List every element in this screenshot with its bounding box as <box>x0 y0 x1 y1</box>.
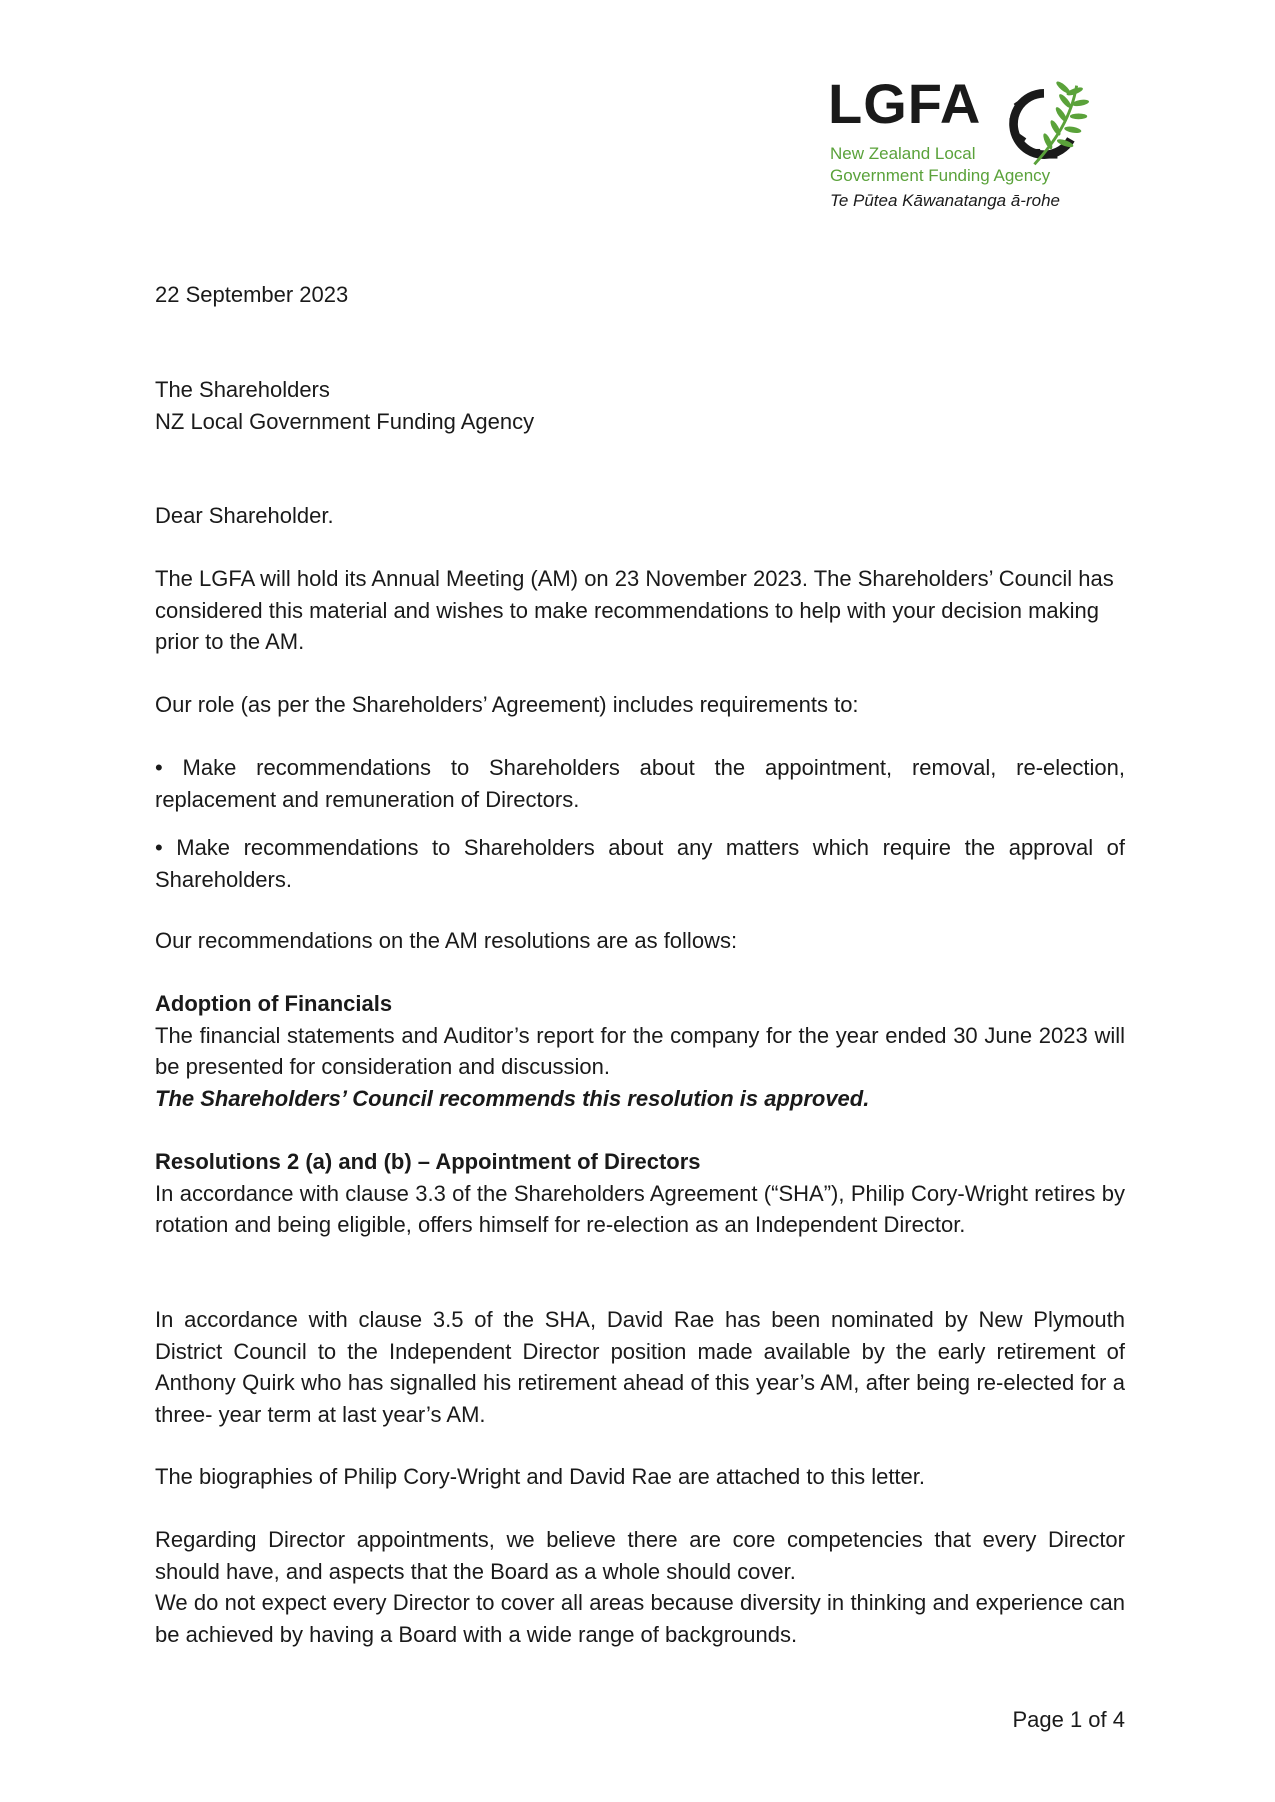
section-paragraph: In accordance with clause 3.5 of the SHA, David Rae has been nominated by New Plymouth District Council to the Independent Director position made available by the early retirement of Anthony Quirk who has signalled his retirement ahead of this year’s AM, after being re-elected for a three- year term at last year’s AM. <box>155 1307 1125 1427</box>
section-recommendation: The Shareholders’ Council recommends this resolution is approved. <box>155 1085 870 1111</box>
section-paragraph: In accordance with clause 3.3 of the Shareholders Agreement (“SHA”), Philip Cory-Wright retires by rotation and being eligible, offers himself for re-election as an Independent Director. <box>155 1180 1125 1237</box>
intro-paragraph: The LGFA will hold its Annual Meeting (AM) on 23 November 2023. The Shareholders’ Council has considered this material and wishes to make recommendations to help with your decision making prior to the AM. <box>155 566 1114 654</box>
addressee-line-2: NZ Local Government Funding Agency <box>155 409 535 434</box>
director-competencies <box>155 1524 1125 1650</box>
logo-wordmark: LGFA <box>828 72 982 135</box>
section-appointment-of-directors <box>155 1146 1125 1241</box>
bullet-item: • Make recommendations to Shareholders about any matters which require the approval of Shareholders. <box>155 835 1125 892</box>
section-text: The financial statements and Auditor’s report for the company for the year ended 30 June 2023 will be presented for consideration and discussion. <box>155 1022 1125 1079</box>
bullet-item: • Make recommendations to Shareholders about the appointment, removal, re-election, replacement and remuneration of Directors. <box>155 755 1125 812</box>
section-adoption-of-financials <box>155 988 1125 1114</box>
fern-emblem-icon <box>996 76 1092 172</box>
recommendations-intro: Our recommendations on the AM resolutions are as follows: <box>155 928 738 953</box>
addressee-line-1: The Shareholders <box>155 377 330 402</box>
logo-tagline-2: Government Funding Agency <box>830 166 1051 185</box>
role-intro: Our role (as per the Shareholders’ Agreement) includes requirements to: <box>155 692 859 717</box>
section-heading: Adoption of Financials <box>155 991 393 1016</box>
logo-tagline-1: New Zealand Local <box>830 144 976 163</box>
section-paragraph: Regarding Director appointments, we believe there are core competencies that every Director should have, and aspects that the Board as a whole should cover. <box>155 1527 1125 1584</box>
lgfa-logo <box>828 74 1128 214</box>
section-paragraph: We do not expect every Director to cover all areas because diversity in thinking and experience can be achieved by having a Board with a wide range of backgrounds. <box>155 1590 1125 1647</box>
section-heading: Resolutions 2 (a) and (b) – Appointment of Directors <box>155 1149 701 1174</box>
section-paragraph: The biographies of Philip Cory-Wright and David Rae are attached to this letter. <box>155 1464 925 1489</box>
page-number: Page 1 of 4 <box>1012 1707 1125 1732</box>
letter-date: 22 September 2023 <box>155 282 349 307</box>
logo-tagline-maori: Te Pūtea Kāwanatanga ā-rohe <box>830 191 1060 210</box>
salutation: Dear Shareholder. <box>155 503 334 528</box>
